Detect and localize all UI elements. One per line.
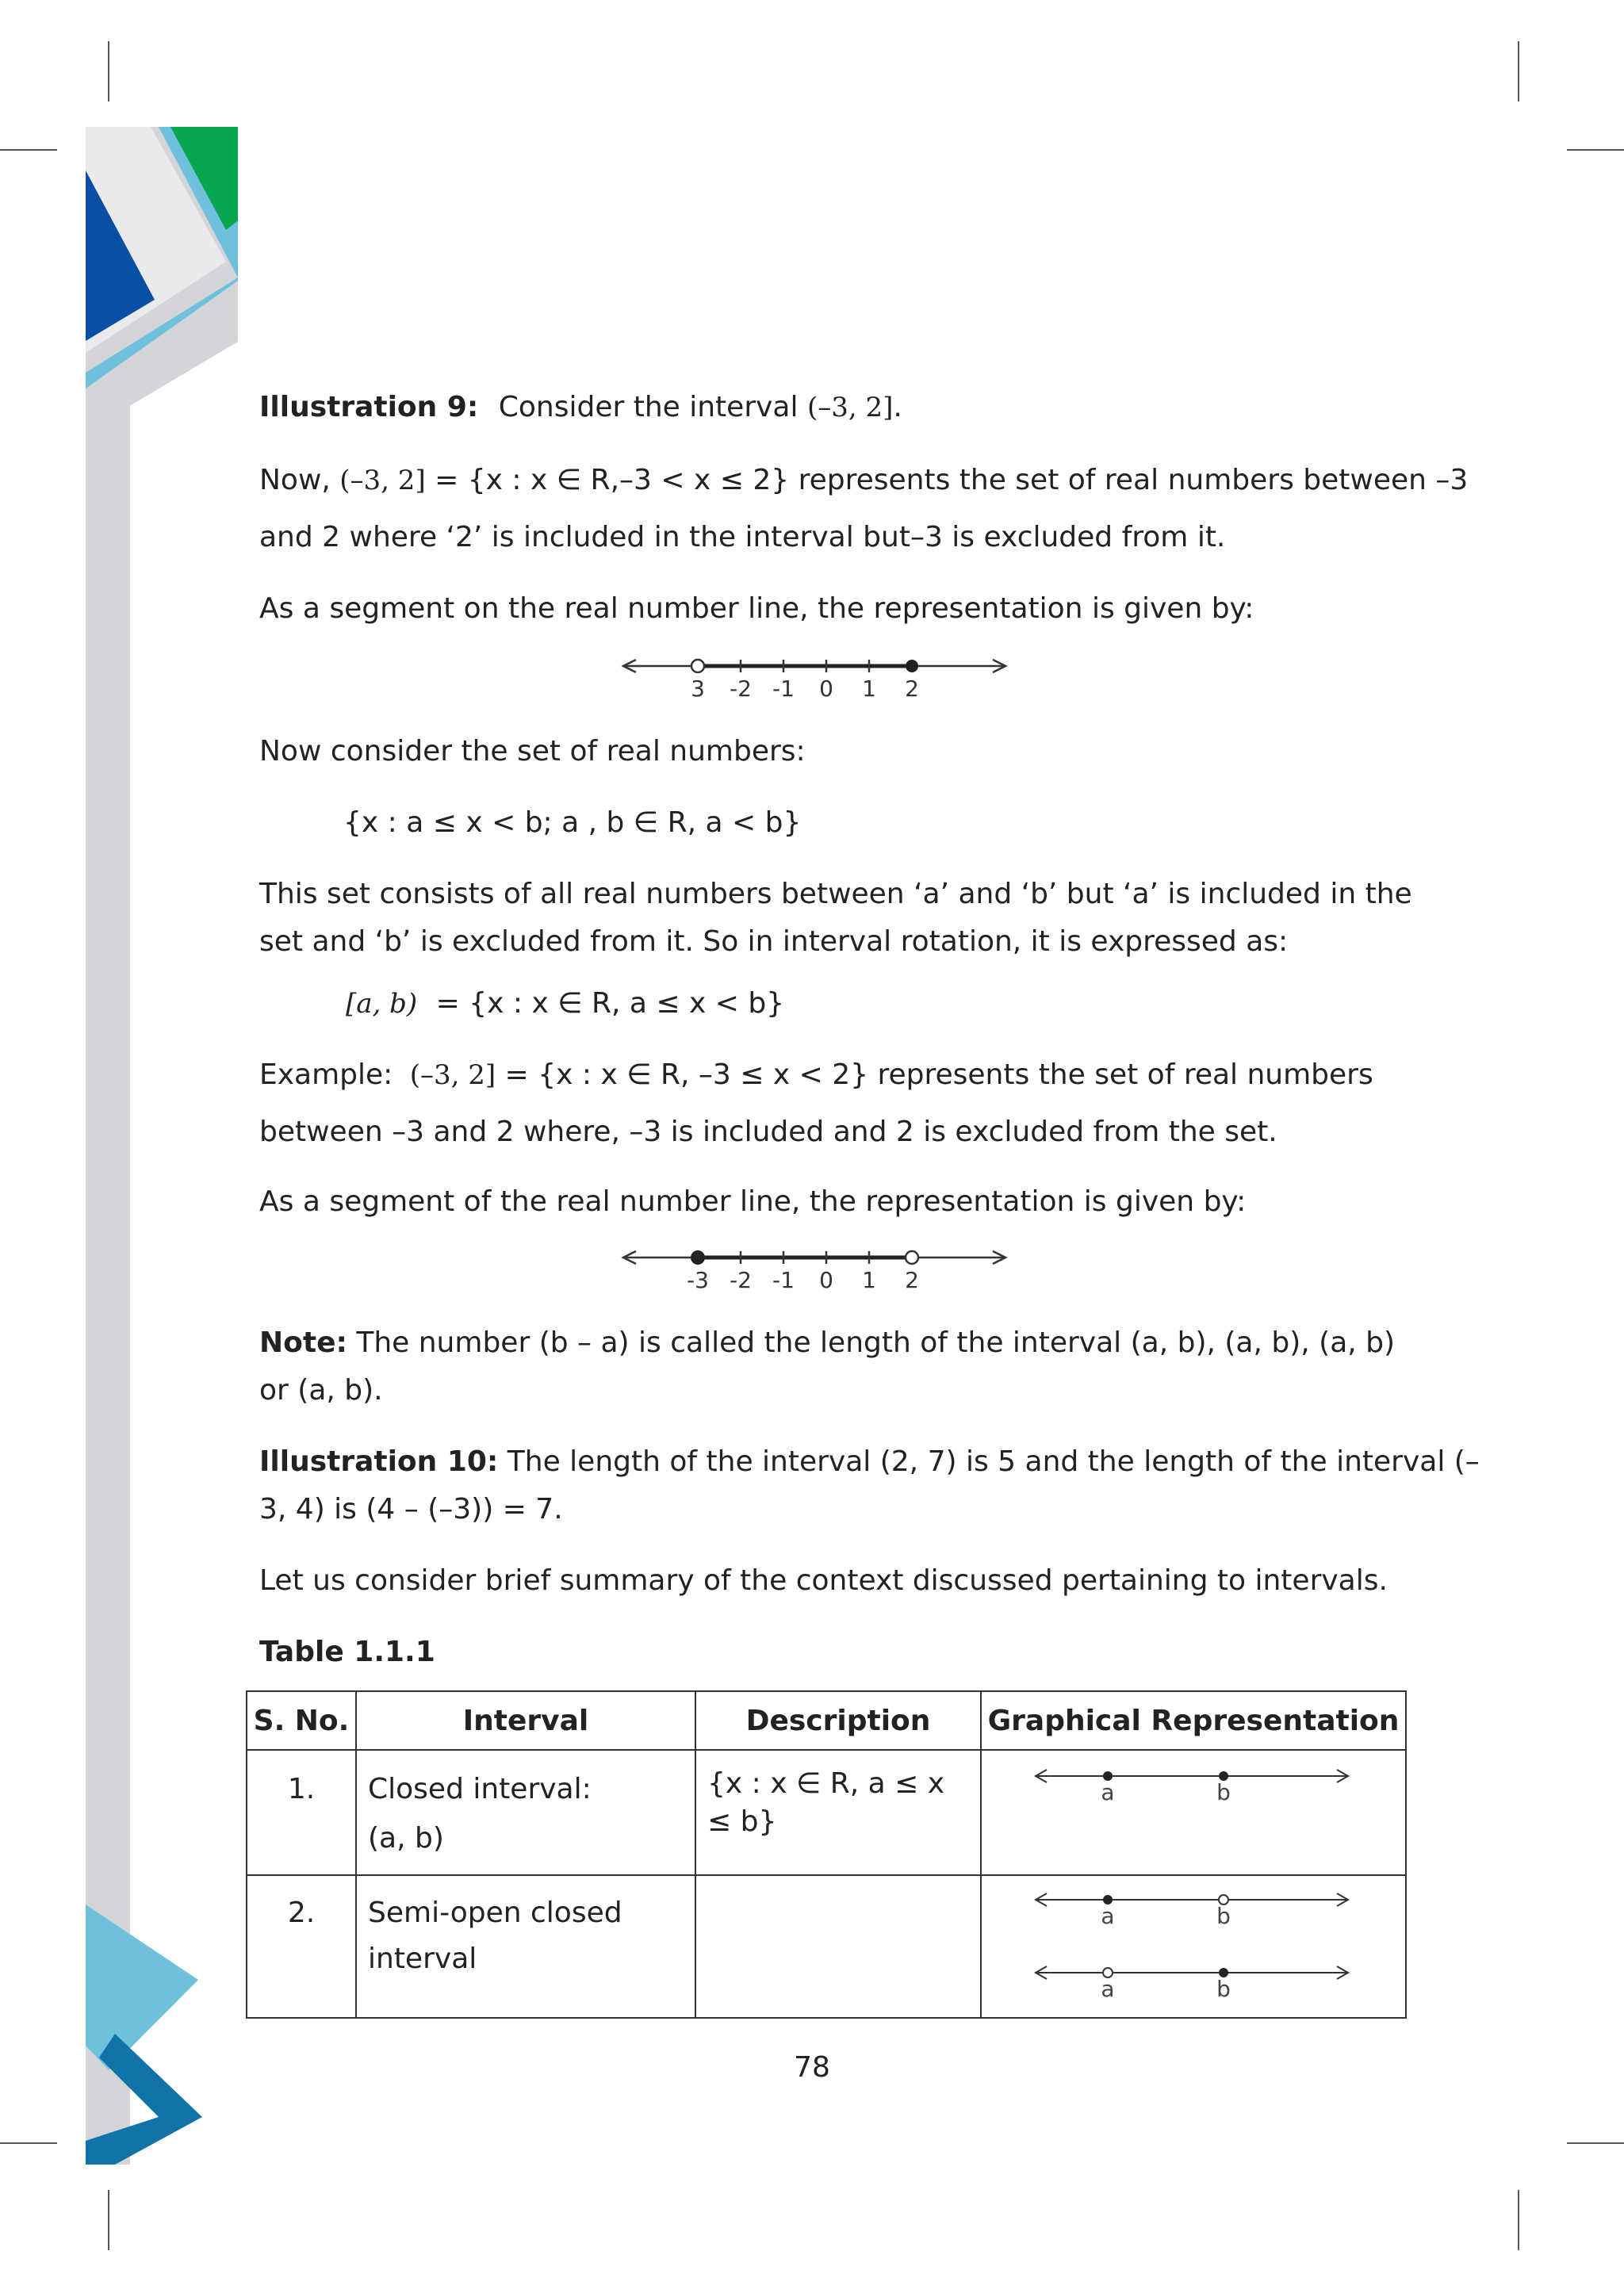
graph-label-b: b (1216, 1903, 1231, 1929)
tick-label: -1 (772, 1267, 795, 1293)
example-interval: (–3, 2] (409, 1059, 496, 1091)
graph-label-a: a (1101, 1976, 1115, 2001)
crop-mark (1518, 41, 1519, 101)
tick-label: 1 (862, 676, 876, 702)
now-line1-rest: = {x : x ∈ R,–3 < x ≤ 2} represents the set of real numbers between –3 (435, 464, 1469, 496)
header-sno: S. No. (247, 1691, 356, 1750)
open-endpoint (691, 660, 704, 672)
number-line-2 (619, 1242, 1015, 1299)
row-description (695, 1875, 981, 2018)
page-number: 78 (794, 2051, 830, 2084)
row-interval-line1: Closed interval: (368, 1773, 592, 1805)
row-interval (356, 1750, 695, 1875)
graph-label-a: a (1101, 1779, 1115, 1805)
example-line2: between –3 and 2 where, –3 is included and 2 is excluded from the set. (259, 1116, 1277, 1148)
number-line-1 (619, 650, 1015, 707)
example-line1 (259, 1058, 1373, 1092)
now-lead: Now, (259, 464, 331, 496)
tick-label: 0 (819, 676, 833, 702)
now-para-line2: and 2 where ‘2’ is included in the interval but–3 is excluded from it. (259, 521, 1226, 553)
consider-set: Now consider the set of real numbers: (259, 735, 806, 768)
set-para-line1: This set consists of all real numbers between ‘a’ and ‘b’ but ‘a’ is included in the (259, 878, 1412, 910)
interval-ab-line (346, 986, 784, 1020)
crop-mark (1567, 149, 1624, 151)
tick-label: 0 (819, 1267, 833, 1293)
semi-open-interval-graph (982, 1876, 1405, 2001)
row-description: {x : x ∈ R, a ≤ x ≤ b} (695, 1750, 981, 1875)
illustration-9-interval: (–3, 2] (806, 392, 894, 423)
note-label: Note: (259, 1326, 347, 1359)
table-caption: Table 1.1.1 (259, 1636, 435, 1668)
graph-label-b: b (1216, 1976, 1231, 2001)
tick-label: 3 (691, 676, 705, 702)
row-interval (356, 1875, 695, 2018)
row-interval-line2: interval (368, 1943, 477, 1975)
tick-label: -3 (687, 1267, 709, 1293)
illustration-9-label: Illustration 9: (259, 391, 479, 423)
row-graph (981, 1750, 1406, 1875)
header-description: Description (695, 1691, 981, 1750)
tick-label: 2 (905, 1267, 919, 1293)
note-text: The number (b – a) is called the length of the interval (a, b), (a, b), (a, b) (356, 1326, 1396, 1359)
row-graph (981, 1875, 1406, 2018)
note-line2: or (a, b). (259, 1374, 383, 1407)
now-interval: (–3, 2] (339, 465, 426, 496)
tick-label: 2 (905, 676, 919, 702)
summary-text: Let us consider brief summary of the context discussed pertaining to intervals. (259, 1564, 1388, 1597)
set-definition: {x : a ≤ x < b; a , b ∈ R, a < b} (343, 806, 802, 839)
crop-mark (1518, 2190, 1519, 2250)
set-para-line2: set and ‘b’ is excluded from it. So in interval rotation, it is expressed as: (259, 925, 1289, 958)
header-graphical: Graphical Representation (981, 1691, 1406, 1750)
tick-label: -2 (730, 1267, 752, 1293)
illustration-9-line (259, 390, 902, 424)
header-interval: Interval (356, 1691, 695, 1750)
closed-endpoint (691, 1250, 705, 1265)
illustration-10-line1 (259, 1445, 1480, 1479)
example-lead: Example: (259, 1058, 393, 1091)
table-row (247, 1750, 1406, 1875)
table-row (247, 1875, 1406, 2018)
row-interval-line2: (a, b) (368, 1822, 444, 1855)
now-para-line1 (259, 463, 1468, 497)
illustration-10-line2: 3, 4) is (4 – (–3)) = 7. (259, 1493, 563, 1525)
closed-interval-graph (982, 1751, 1405, 1859)
segment-intro-2: As a segment of the real number line, the representation is given by: (259, 1185, 1247, 1218)
row-sno: 1. (247, 1750, 356, 1875)
crop-mark (1567, 2142, 1624, 2144)
illustration-9-end: . (893, 391, 902, 423)
intervals-table (246, 1690, 1407, 2019)
deco-left-bar (86, 127, 130, 2165)
segment-intro-1: As a segment on the real number line, the representation is given by: (259, 592, 1254, 625)
graph-label-b: b (1216, 1779, 1231, 1805)
interval-ab-rest: = {x : x ∈ R, a ≤ x < b} (435, 987, 785, 1020)
graph-label-a: a (1101, 1903, 1115, 1929)
note-line1 (259, 1326, 1395, 1360)
row-sno: 2. (247, 1875, 356, 2018)
tick-label: -2 (730, 676, 752, 702)
illustration-10-text: The length of the interval (2, 7) is 5 and the length of the interval (– (507, 1445, 1480, 1478)
tick-label: -1 (772, 676, 795, 702)
closed-endpoint (906, 660, 918, 672)
tick-label: 1 (862, 1267, 876, 1293)
interval-ab: [a, b) (346, 988, 418, 1020)
table-header-row (247, 1691, 1406, 1750)
open-endpoint (906, 1251, 918, 1264)
illustration-9-text: Consider the interval (498, 391, 799, 423)
example-line1-rest: = {x : x ∈ R, –3 ≤ x < 2} represents the set of real numbers (504, 1058, 1373, 1091)
illustration-10-label: Illustration 10: (259, 1445, 499, 1478)
row-interval-line1: Semi-open closed (368, 1897, 622, 1929)
page-decoration (0, 0, 238, 2293)
